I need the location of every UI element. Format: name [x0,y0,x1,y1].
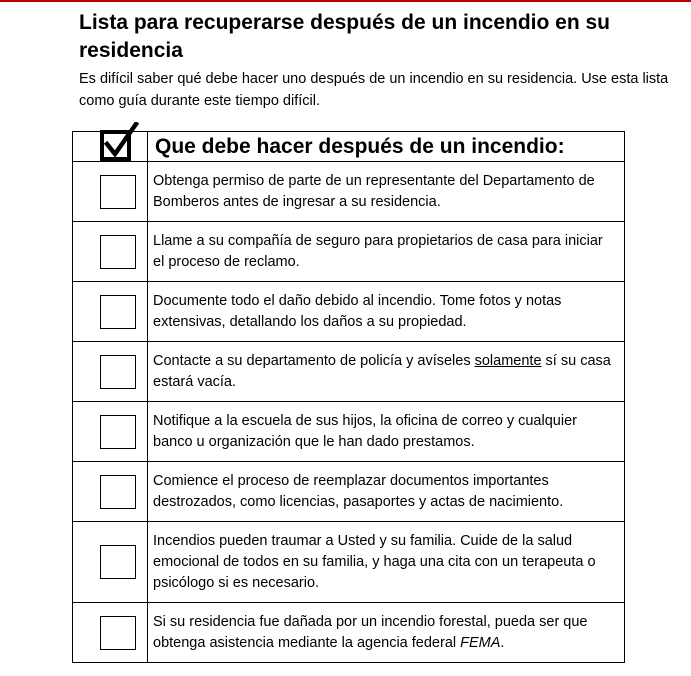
checkbox[interactable] [100,415,136,449]
checklist-row [73,603,625,663]
checklist-item-text: Notifique a la escuela de sus hijos, la oficina de correo y cualquier banco u organización que le han dado prestamos. [153,412,577,450]
checklist-header: Que debe hacer después de un incendio: [155,135,565,158]
checkbox[interactable] [100,355,136,389]
checklist-item-text: Incendios pueden traumar a Usted y su familia. Cuide de la salud emocional de todos en su familia, y haga una cita con un terapeuta o psicólogo si es necesario. [153,532,596,591]
page-title: Lista para recuperarse después de un incendio en su residencia [79,11,611,62]
checkbox[interactable] [100,295,136,329]
checklist-header-cell [148,132,625,162]
item-text-part: sí su casa estará vacía. [153,352,611,390]
checkbox[interactable] [100,545,136,579]
header-icon-cell [73,132,148,162]
italic-word: FEMA [460,634,501,651]
item-text-part: Si su residencia fue dañada por un incendio forestal, pueda ser que obtenga asistencia mediante la agencia federal [153,613,588,651]
checkbox[interactable] [100,235,136,269]
recovery-checklist [72,131,625,663]
checklist-item-text [148,612,624,654]
intro-paragraph: Es difícil saber qué debe hacer uno después de un incendio en su residencia. Use esta lista como guía durante este tiempo difícil. [79,71,669,109]
checklist-item-text: Obtenga permiso de parte de un representante del Departamento de Bomberos antes de ingresar a su residencia. [153,172,595,210]
item-text-part: Contacte a su departamento de policía y avíseles [153,352,475,369]
checklist-item-text: Llame a su compañía de seguro para propietarios de casa para iniciar el proceso de reclamo. [153,232,603,270]
item-text-part: . [500,634,505,651]
top-rule [0,0,691,2]
checkbox[interactable] [100,616,136,650]
checklist-row [73,522,625,603]
checklist-row [73,282,625,342]
checklist-row [73,402,625,462]
checkbox[interactable] [100,175,136,209]
checkbox[interactable] [100,475,136,509]
checklist-item-text: Documente todo el daño debido al incendio. Tome fotos y notas extensivas, detallando los daños a su propiedad. [153,292,562,330]
checklist-row [73,162,625,222]
checklist-item-text: Comience el proceso de reemplazar documentos importantes destrozados, como licencias, pasaportes y actas de nacimiento. [153,472,564,510]
underlined-word: solamente [474,352,542,369]
checklist-item-text [148,351,624,393]
checklist-row [73,462,625,522]
checklist-header-row [73,132,625,162]
checklist-row [73,342,625,402]
checklist-row [73,222,625,282]
checked-box-icon [100,122,140,162]
